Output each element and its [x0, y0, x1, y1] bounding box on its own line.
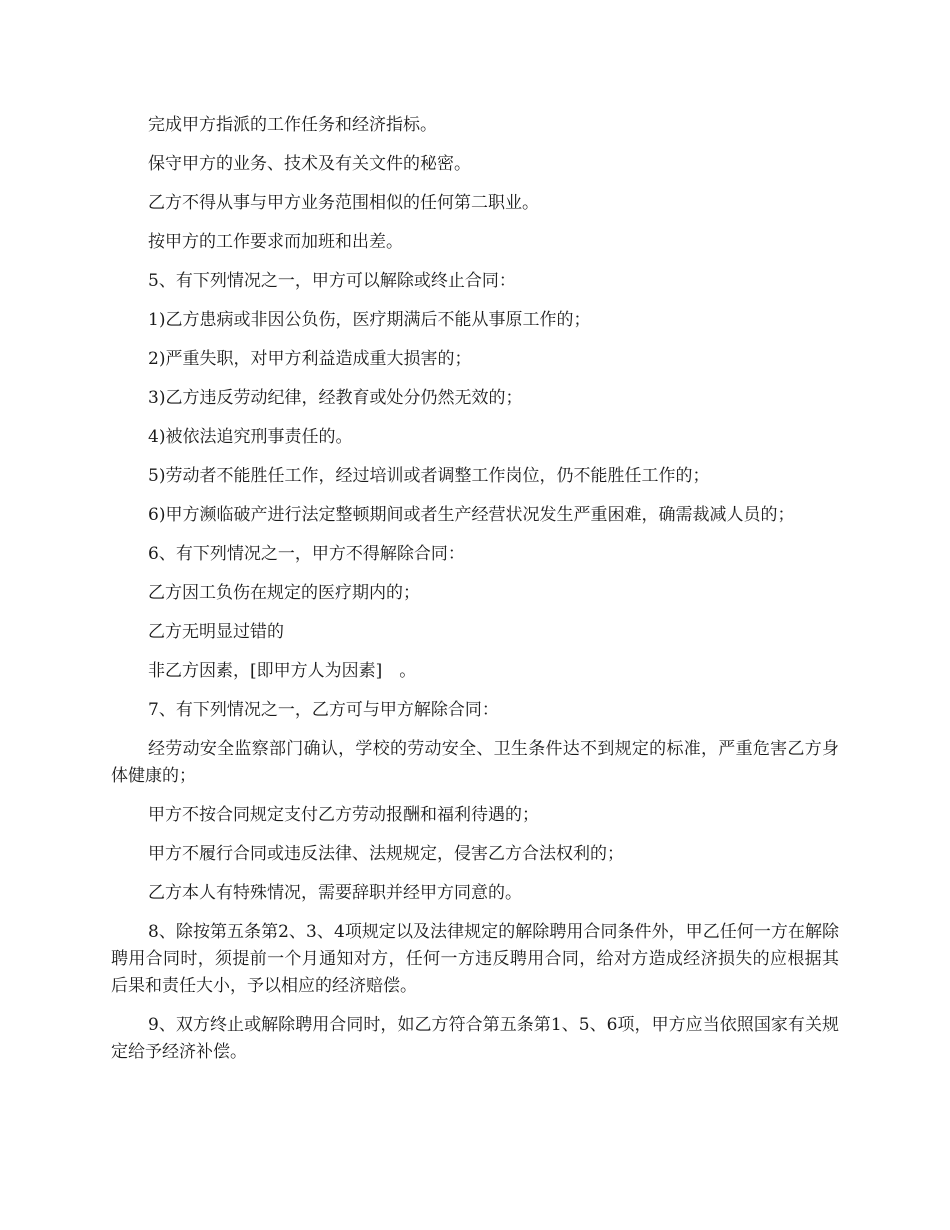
clause-9: 9、双方终止或解除聘用合同时，如乙方符合第五条第1、5、6项，甲方应当依照国家有关规定给予经济补偿。: [111, 1015, 839, 1062]
paragraph-overtime: 按甲方的工作要求而加班和出差。: [148, 232, 403, 252]
clause-5-item-1: 1)乙方患病或非因公负伤，医疗期满后不能从事原工作的；: [148, 310, 591, 330]
clause-7-item-2: 甲方不按合同规定支付乙方劳动报酬和福利待遇的；: [148, 805, 539, 825]
clause-7-item-1: 经劳动安全监察部门确认，学校的劳动安全、卫生条件达不到规定的标准，严重危害乙方身体健康的；: [111, 739, 839, 786]
clause-5-item-4: 4)被依法追究刑事责任的。: [148, 427, 353, 447]
clause-6-item-2: 乙方无明显过错的: [148, 622, 284, 642]
clause-5-item-5: 5)劳动者不能胜任工作，经过培训或者调整工作岗位，仍不能胜任工作的；: [148, 466, 710, 486]
clause-6-heading: 6、有下列情况之一，甲方不得解除合同：: [148, 544, 465, 564]
paragraph-no-second-job: 乙方不得从事与甲方业务范围相似的任何第二职业。: [148, 193, 539, 213]
clause-5-item-2: 2)严重失职，对甲方利益造成重大损害的；: [148, 349, 472, 369]
paragraph-confidentiality: 保守甲方的业务、技术及有关文件的秘密。: [148, 154, 471, 174]
clause-5-heading: 5、有下列情况之一，甲方可以解除或终止合同：: [148, 271, 516, 291]
clause-7-heading: 7、有下列情况之一，乙方可与甲方解除合同：: [148, 700, 499, 720]
clause-6-item-3: 非乙方因素，[即甲方人为因素] 。: [148, 661, 417, 681]
clause-8: 8、除按第五条第2、3、4项规定以及法律规定的解除聘用合同条件外，甲乙任何一方在解除聘用合同时，须提前一个月通知对方，任何一方违反聘用合同，给对方造成经济损失的应根据其后果和责任大小，予以相应的经济赔偿。: [111, 922, 839, 996]
clause-7-item-4: 乙方本人有特殊情况，需要辞职并经甲方同意的。: [148, 883, 522, 903]
paragraph-task-completion: 完成甲方指派的工作任务和经济指标。: [148, 115, 437, 135]
clause-6-item-1: 乙方因工负伤在规定的医疗期内的；: [148, 583, 420, 603]
clause-5-item-3: 3)乙方违反劳动纪律，经教育或处分仍然无效的；: [148, 388, 523, 408]
clause-5-item-6: 6)甲方濒临破产进行法定整顿期间或者生产经营状况发生严重困难，确需裁减人员的；: [148, 505, 795, 525]
document-page: [111, 112, 839, 1078]
clause-7-item-3: 甲方不履行合同或违反法律、法规规定，侵害乙方合法权利的；: [148, 844, 624, 864]
